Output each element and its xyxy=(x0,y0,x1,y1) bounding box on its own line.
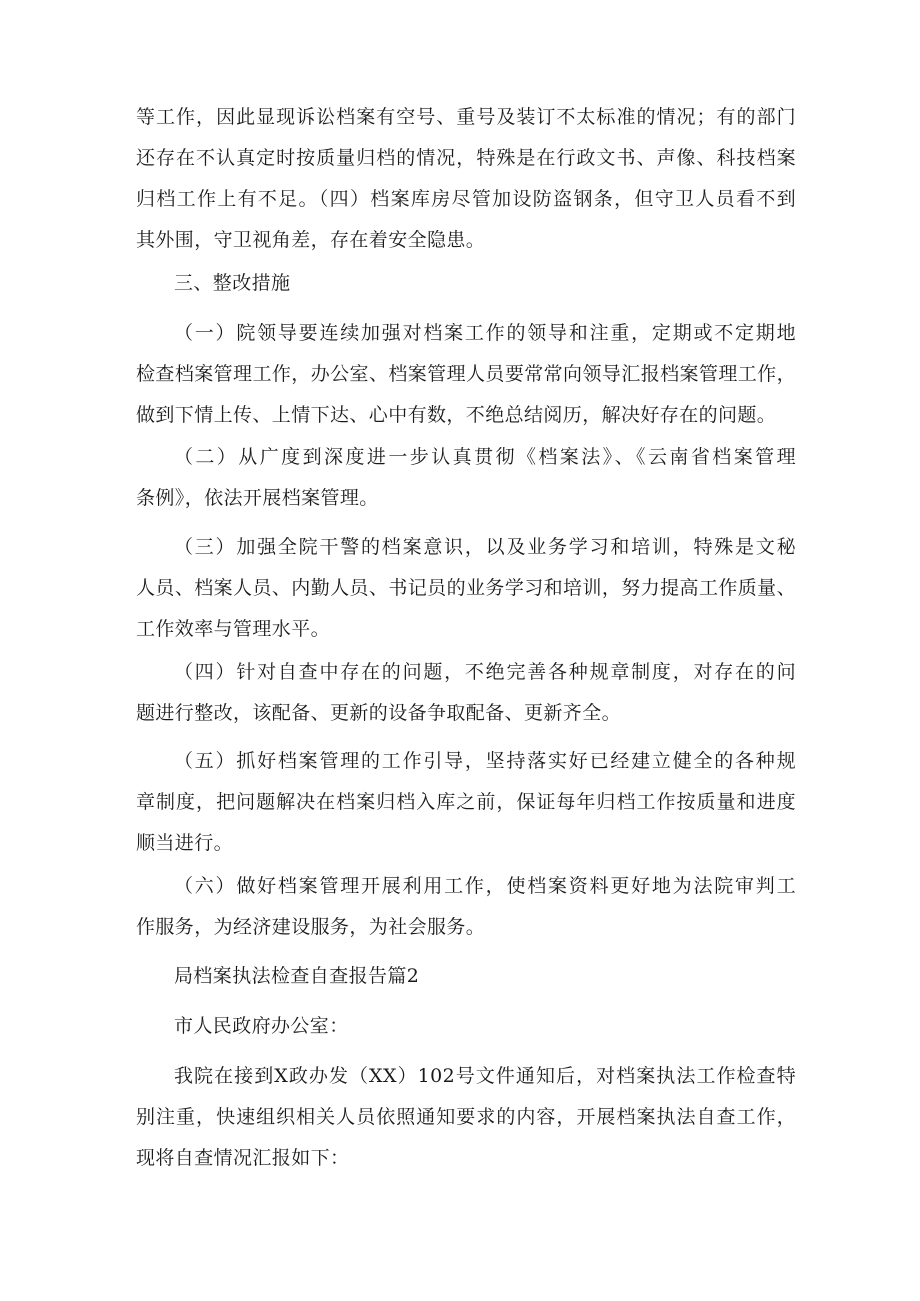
text-line: 人员、档案人员、内勤人员、书记员的业务学习和培训，努力提高工作质量、 xyxy=(136,577,796,599)
text-line: 做到下情上传、上情下达、心中有数，不绝总结阅历，解决好存在的问题。 xyxy=(136,404,777,426)
paragraph-measure-2 xyxy=(136,437,796,519)
text-line: 归档工作上有不足。（四）档案库房尽管加设防盗钢条，但守卫人员看不到 xyxy=(136,188,796,210)
salutation-text: 市人民政府办公室： xyxy=(174,1015,349,1037)
text-line: （一）院领导要连续加强对档案工作的领导和注重，定期或不定期地 xyxy=(174,322,796,344)
text-line: 其外围，守卫视角差，存在着安全隐患。 xyxy=(136,229,486,251)
paragraph-measure-4 xyxy=(136,652,796,734)
salutation xyxy=(136,1006,796,1047)
section-heading-rectification xyxy=(136,263,796,304)
text-line: 检查档案管理工作，办公室、档案管理人员要常常向领导汇报档案管理工作， xyxy=(136,363,796,385)
paragraph-measure-5 xyxy=(136,741,796,864)
paragraph-measure-1 xyxy=(136,313,796,436)
text-line: 我院在接到X政办发（XX）102号文件通知后，对档案执法工作检查特 xyxy=(174,1065,796,1087)
text-line: 顺当进行。 xyxy=(136,832,234,854)
text-line: 条例》，依法开展档案管理。 xyxy=(136,487,379,509)
report-title xyxy=(136,956,796,997)
text-line: （五）抓好档案管理的工作引导，坚持落实好已经建立健全的各种规 xyxy=(174,750,796,772)
text-line: （六）做好档案管理开展利用工作，使档案资料更好地为法院审判工 xyxy=(174,875,796,897)
paragraph-measure-6 xyxy=(136,866,796,948)
section-heading: 三、整改措施 xyxy=(174,272,291,294)
text-line: （三）加强全院干警的档案意识，以及业务学习和培训，特殊是文秘 xyxy=(174,536,796,558)
text-line: 工作效率与管理水平。 xyxy=(136,618,331,640)
text-line: 别注重，快速组织相关人员依照通知要求的内容，开展档案执法自查工作， xyxy=(136,1106,796,1128)
text-line: 等工作，因此显现诉讼档案有空号、重号及装订不太标准的情况；有的部门 xyxy=(136,106,796,128)
text-line: （四）针对自查中存在的问题，不绝完善各种规章制度，对存在的问 xyxy=(174,661,796,683)
text-line: 作服务，为经济建设服务，为社会服务。 xyxy=(136,916,486,938)
text-line: 章制度，把问题解决在档案归档入库之前，保证每年归档工作按质量和进度 xyxy=(136,791,796,813)
text-line: 还存在不认真定时按质量归档的情况，特殊是在行政文书、声像、科技档案 xyxy=(136,147,796,169)
paragraph-measure-3 xyxy=(136,527,796,650)
report-title-text: 局档案执法检查自查报告篇2 xyxy=(174,965,420,987)
paragraph-intro xyxy=(136,1056,796,1179)
text-line: （二）从广度到深度进一步认真贯彻《档案法》、《云南省档案管理 xyxy=(174,446,796,468)
text-line: 题进行整改，该配备、更新的设备争取配备、更新齐全。 xyxy=(136,702,622,724)
paragraph-archive-issues xyxy=(136,97,796,261)
text-line: 现将自查情况汇报如下： xyxy=(136,1147,350,1169)
